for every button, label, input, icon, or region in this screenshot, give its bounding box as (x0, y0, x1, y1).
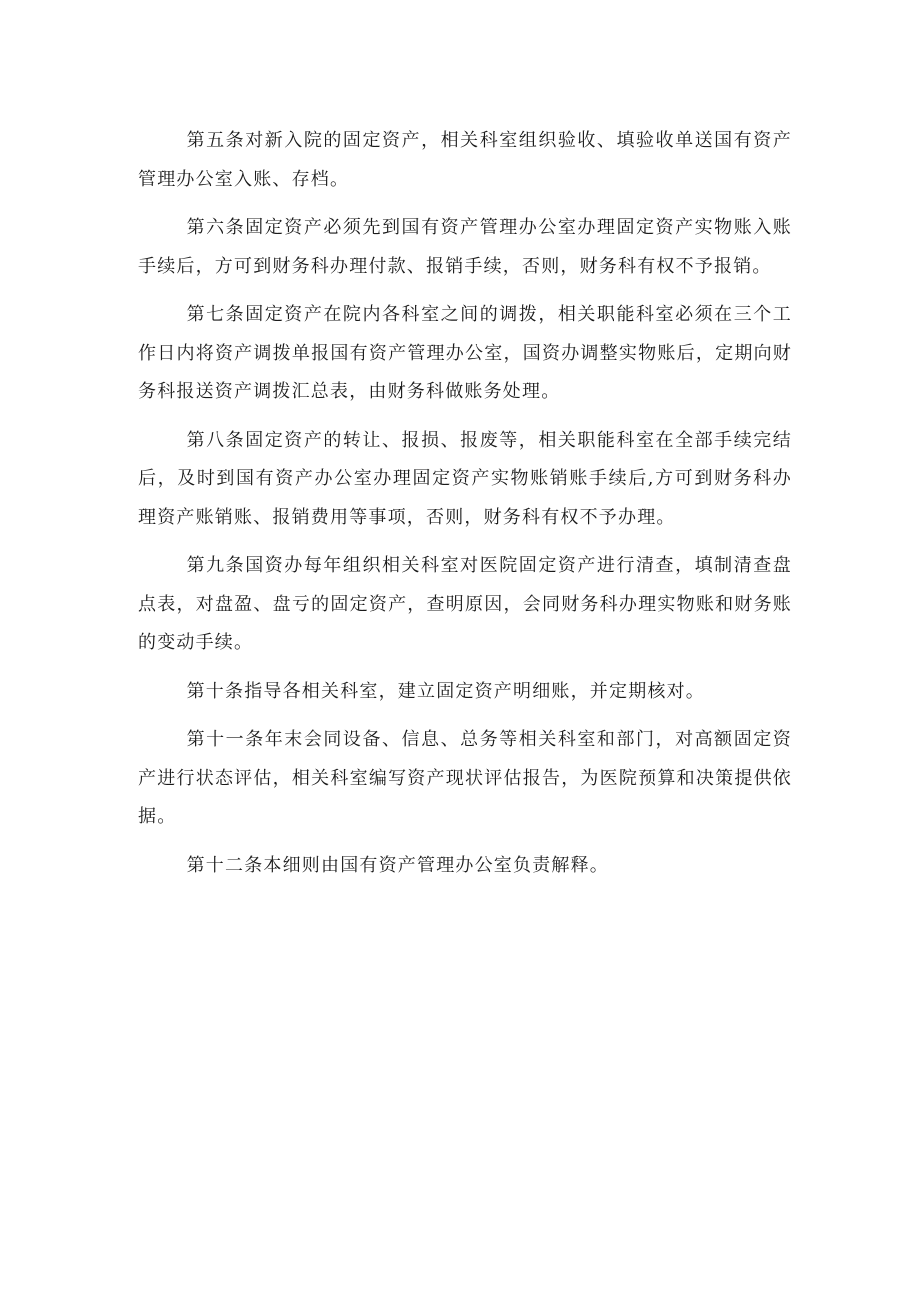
article-12: 第十二条本细则由国有资产管理办公室负责解释。 (186, 854, 609, 876)
article-5: 第五条对新入院的固定资产，相关科室组织验收、填验收单送国有资产管理办公室入账、存档。 (138, 130, 792, 190)
document-body (138, 122, 792, 895)
article-6: 第六条固定资产必须先到国有资产管理办公室办理固定资产实物账入账手续后，方可到财务科办理付款、报销手续，否则，财务科有权不予报销。 (138, 217, 792, 277)
article-11: 第十一条年末会同设备、信息、总务等相关科室和部门，对高额固定资产进行状态评估，相关科室编写资产现状评估报告，为医院预算和决策提供依据。 (138, 729, 792, 827)
article-9: 第九条国资办每年组织相关科室对医院固定资产进行清查，填制清查盘点表，对盘盈、盘亏的固定资产，查明原因，会同财务科办理实物账和财务账的变动手续。 (138, 555, 792, 653)
article-7: 第七条固定资产在院内各科室之间的调拨，相关职能科室必须在三个工作日内将资产调拨单报国有资产管理办公室，国资办调整实物账后，定期向财务科报送资产调拨汇总表，由财务科做账务处理。 (138, 304, 792, 402)
article-8: 第八条固定资产的转让、报损、报废等，相关职能科室在全部手续完结后，及时到国有资产办公室办理固定资产实物账销账手续后,方可到财务科办理资产账销账、报销费用等事项，否则，财务科有权不予办理。 (138, 429, 792, 528)
article-10: 第十条指导各相关科室，建立固定资产明细账，并定期核对。 (186, 680, 705, 702)
